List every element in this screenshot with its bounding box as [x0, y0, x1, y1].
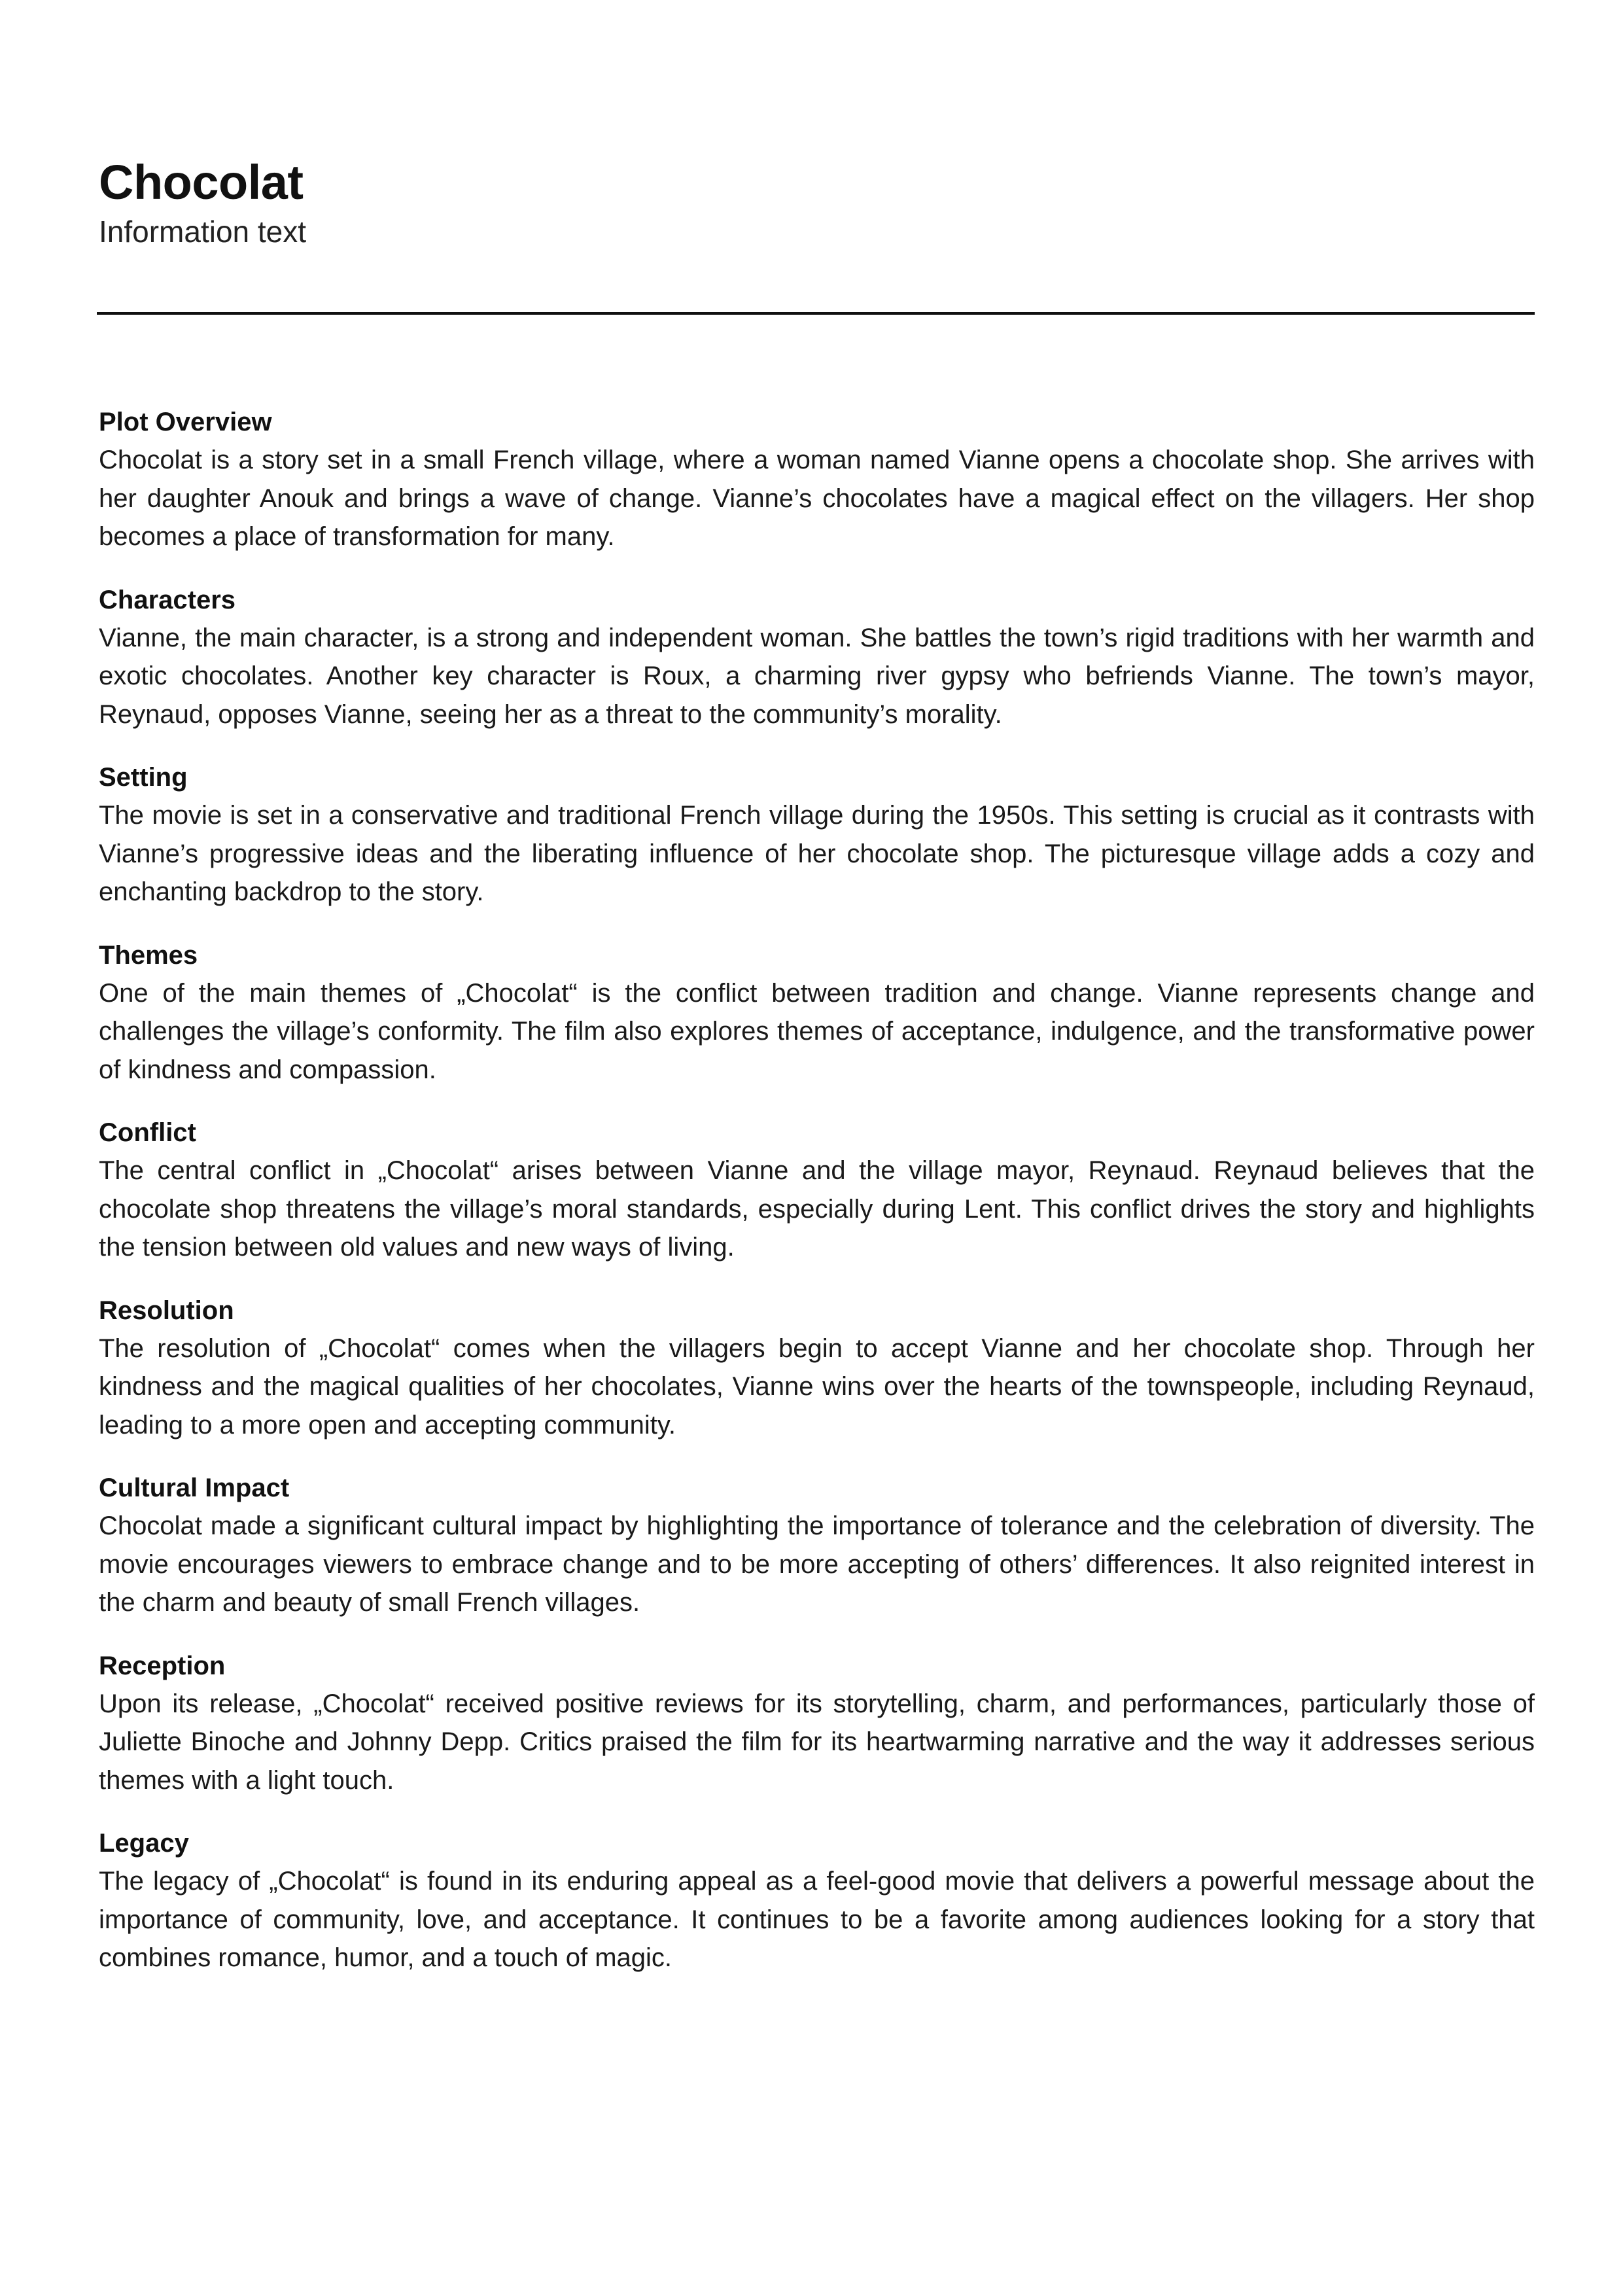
document-subtitle: Information text: [99, 215, 307, 249]
section-themes: [99, 936, 1535, 1089]
section-cultural-impact: [99, 1469, 1535, 1622]
document-title: Chocolat: [99, 155, 304, 209]
section-body: The legacy of „Chocolat“ is found in its enduring appeal as a feel-good movie that delivers a powerful message about the importance of community, love, and acceptance. It continues to be a favorite among audiences looking for a story that combines romance, humor, and a touch of magic.: [99, 1867, 1535, 1972]
section-heading: Conflict: [99, 1118, 196, 1147]
section-body: Upon its release, „Chocolat“ received positive reviews for its storytelling, charm, and performances, particularly those of Juliette Binoche and Johnny Depp. Critics praised the film for its heartwarming narrative and the way it addresses serious themes with a light touch.: [99, 1689, 1535, 1795]
header-divider: [97, 312, 1535, 315]
section-body: Chocolat is a story set in a small French village, where a woman named Vianne opens a chocolate shop. She arrives with her daughter Anouk and brings a wave of change. Vianne’s chocolates have a magical effect on the villagers. Her shop becomes a place of transformation for many.: [99, 446, 1535, 551]
section-legacy: [99, 1824, 1535, 1977]
section-heading: Cultural Impact: [99, 1474, 290, 1502]
section-heading: Legacy: [99, 1829, 189, 1858]
document-header: [99, 156, 1535, 251]
section-body: One of the main themes of „Chocolat“ is the conflict between tradition and change. Vianne represents change and challenges the village’s conformity. The film also explores themes of acceptance, indulgence, and the transformative power of kindness and compassion.: [99, 978, 1535, 1084]
section-body: Vianne, the main character, is a strong and independent woman. She battles the town’s rigid traditions with her warmth and exotic chocolates. Another key character is Roux, a charming river gypsy who befriends Vianne. The town’s mayor, Reynaud, opposes Vianne, seeing her as a threat to the community’s morality.: [99, 623, 1535, 729]
section-setting: [99, 758, 1535, 911]
section-body: The movie is set in a conservative and traditional French village during the 1950s. This setting is crucial as it contrasts with Vianne’s progressive ideas and the liberating influence of her chocolate shop. The picturesque village adds a cozy and enchanting backdrop to the story.: [99, 801, 1535, 906]
section-heading: Resolution: [99, 1296, 234, 1325]
section-heading: Plot Overview: [99, 408, 272, 436]
section-heading: Reception: [99, 1651, 226, 1680]
section-heading: Themes: [99, 940, 198, 970]
section-heading: Setting: [99, 763, 188, 792]
document-content: [99, 403, 1535, 2002]
section-characters: [99, 581, 1535, 734]
section-heading: Characters: [99, 585, 236, 614]
section-body: The resolution of „Chocolat“ comes when the villagers begin to accept Vianne and her chocolate shop. Through her kindness and the magical qualities of her chocolates, Vianne wins over the hearts of the townspeople, including Reynaud, leading to a more open and accepting community.: [99, 1333, 1535, 1439]
section-conflict: [99, 1114, 1535, 1267]
section-body: The central conflict in „Chocolat“ arises between Vianne and the village mayor, Reynaud. Reynaud believes that the chocolate shop threatens the village’s moral standards, especially during Lent. This conflict drives the story and highlights the tension between old values and new ways of living.: [99, 1156, 1535, 1262]
section-resolution: [99, 1292, 1535, 1445]
section-body: Chocolat made a significant cultural impact by highlighting the importance of tolerance and the celebration of diversity. The movie encourages viewers to embrace change and to be more accepting of others’ differences. It also reignited interest in the charm and beauty of small French villages.: [99, 1511, 1535, 1617]
section-reception: [99, 1647, 1535, 1800]
section-plot-overview: [99, 403, 1535, 556]
